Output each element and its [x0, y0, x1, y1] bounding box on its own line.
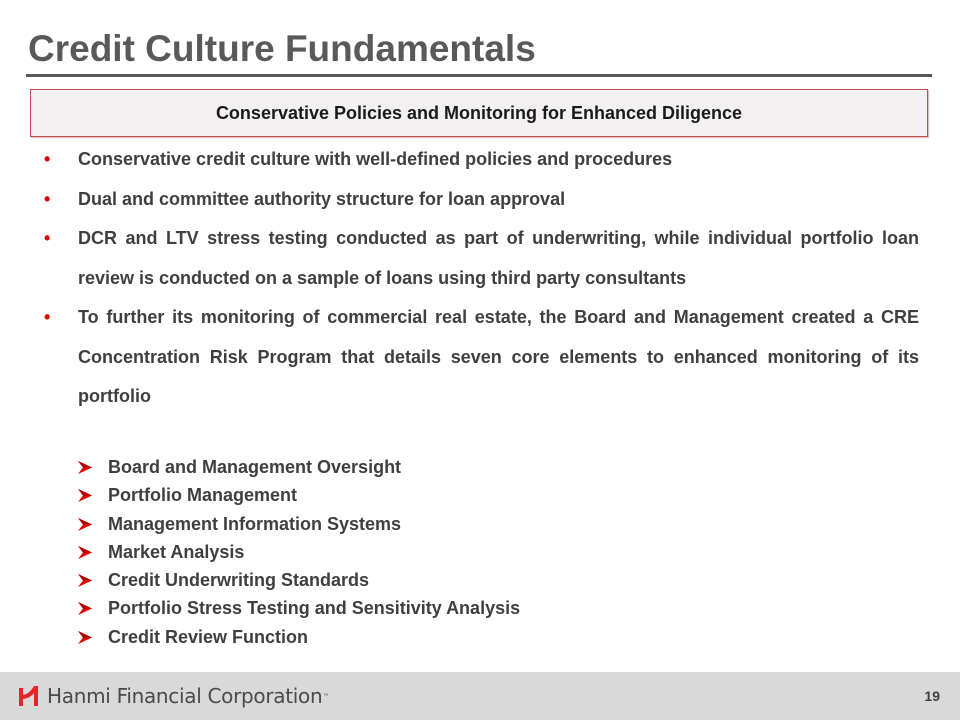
sub-bullet-item [78, 510, 520, 538]
sub-bullet-item [78, 623, 520, 651]
arrowhead-icon [78, 602, 92, 615]
bullet-item [44, 298, 919, 417]
company-logo [17, 683, 328, 709]
arrowhead-icon [78, 574, 92, 587]
page-title: Credit Culture Fundamentals [28, 28, 536, 69]
arrowhead-icon [78, 518, 92, 531]
arrowhead-icon [78, 546, 92, 559]
arrowhead-icon [78, 489, 92, 502]
bullet-text: Dual and committee authority structure for loan approval [78, 188, 566, 209]
sub-bullet-item [78, 453, 520, 481]
trademark-mark: ™ [323, 693, 329, 699]
sub-bullet-text: Management Information Systems [108, 513, 402, 534]
sub-bullet-list [78, 453, 520, 651]
sub-bullet-text: Credit Review Function [108, 626, 309, 647]
bullet-text: To further its monitoring of commercial real estate, the Board and Management created a CRE Concentration Risk Program that details seven core elements to enhanced monitoring of its portfolio [78, 307, 919, 406]
section-banner [30, 89, 928, 137]
sub-bullet-text: Portfolio Stress Testing and Sensitivity Analysis [108, 598, 521, 619]
bullet-text: Conservative credit culture with well-defined policies and procedures [78, 149, 673, 169]
bullet-dot-icon: • [44, 149, 51, 169]
sub-bullet-item [78, 594, 520, 622]
bullet-item [44, 219, 919, 298]
bullet-item [44, 140, 919, 180]
sub-bullet-item [78, 566, 520, 594]
bullet-text: DCR and LTV stress testing conducted as part of underwriting, while individual portfolio loan review is conducted on a sample of loans using third party consultants [78, 228, 919, 288]
sub-bullet-text: Board and Management Oversight [108, 457, 402, 477]
arrowhead-icon [78, 631, 92, 644]
sub-bullet-text: Portfolio Management [108, 485, 298, 506]
bullet-item [44, 180, 919, 220]
title-divider [26, 74, 932, 77]
bullet-dot-icon: • [44, 307, 51, 327]
hanmi-h-logo-icon [17, 684, 41, 708]
sub-bullet-text: Market Analysis [108, 541, 245, 562]
bullet-dot-icon: • [44, 228, 51, 248]
arrowhead-icon [78, 461, 92, 474]
company-name: Hanmi Financial Corporation [47, 684, 323, 708]
banner-text: Conservative Policies and Monitoring for Enhanced Diligence [215, 102, 743, 123]
bullet-list [44, 140, 919, 417]
bullet-dot-icon: • [44, 188, 51, 209]
sub-bullet-item [78, 481, 520, 509]
page-number: 19 [924, 688, 940, 704]
sub-bullet-item [78, 538, 520, 566]
sub-bullet-text: Credit Underwriting Standards [108, 570, 370, 591]
